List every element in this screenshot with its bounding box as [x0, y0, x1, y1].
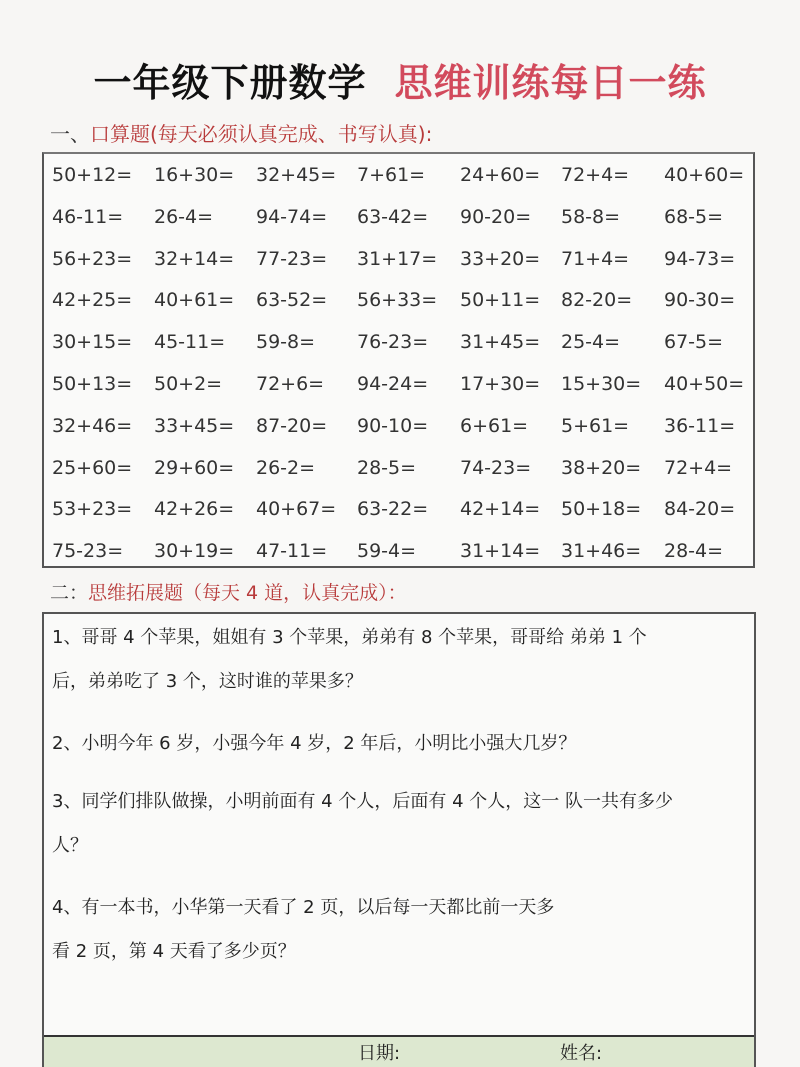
- question-1-line-1: 1、哥哥 4 个苹果，姐姐有 3 个苹果，弟弟有 8 个苹果，哥哥给 弟弟 1 个: [52, 627, 647, 648]
- arithmetic-problem: 76-23=: [357, 331, 429, 354]
- arithmetic-problem: 72+6=: [256, 372, 325, 395]
- arithmetic-problem: 75-23=: [52, 540, 124, 563]
- arithmetic-grid: [52, 160, 764, 578]
- arithmetic-problem: 94-24=: [357, 372, 429, 395]
- name-label: 姓名:: [560, 1043, 603, 1064]
- arithmetic-problem: 31+17=: [357, 247, 438, 270]
- arithmetic-problem: 40+60=: [664, 164, 745, 186]
- arithmetic-problem: 28-4=: [664, 540, 724, 563]
- arithmetic-problem: 42+25=: [52, 289, 133, 312]
- arithmetic-problem: 77-23=: [256, 247, 328, 270]
- arithmetic-problem: 30+15=: [52, 331, 133, 354]
- arithmetic-problem: 53+23=: [52, 498, 133, 521]
- arithmetic-problem: 94-73=: [664, 247, 736, 270]
- arithmetic-problem: 68-5=: [664, 205, 724, 228]
- arithmetic-problem: 59-8=: [256, 331, 316, 354]
- arithmetic-problem: 40+61=: [154, 289, 235, 312]
- arithmetic-problem: 5+61=: [561, 414, 630, 437]
- arithmetic-problem: 25+60=: [52, 456, 133, 479]
- arithmetic-problem: 67-5=: [664, 331, 724, 354]
- question-4: [52, 886, 554, 974]
- arithmetic-problem: 25-4=: [561, 331, 621, 354]
- arithmetic-problem: 71+4=: [561, 247, 630, 270]
- arithmetic-problem: 63-52=: [256, 289, 328, 312]
- arithmetic-problem: 90-30=: [664, 289, 736, 312]
- arithmetic-problem: 32+46=: [52, 414, 133, 437]
- arithmetic-problem: 28-5=: [357, 456, 417, 479]
- arithmetic-problem: 6+61=: [460, 414, 529, 437]
- title-main: 一年级下册数学: [93, 61, 367, 105]
- arithmetic-problem: 50+11=: [460, 289, 541, 312]
- arithmetic-problem: 90-20=: [460, 205, 532, 228]
- arithmetic-problem: 87-20=: [256, 414, 328, 437]
- section2-number: 二：: [50, 582, 89, 604]
- question-2-line-1: 2、小明今年 6 岁，小强今年 4 岁，2 年后，小明比小强大几岁？: [52, 733, 577, 754]
- arithmetic-problem: 47-11=: [256, 540, 328, 563]
- arithmetic-problem: 31+46=: [561, 540, 642, 563]
- section1-number: 一、: [50, 122, 90, 146]
- question-1: [52, 616, 647, 704]
- arithmetic-problem: 56+33=: [357, 289, 438, 312]
- word-problems-box: [42, 612, 756, 1067]
- arithmetic-problem: 50+13=: [52, 372, 133, 395]
- arithmetic-problem: 46-11=: [52, 205, 124, 228]
- arithmetic-problem: 36-11=: [664, 414, 736, 437]
- arithmetic-problem: 38+20=: [561, 456, 642, 479]
- question-3: [52, 780, 673, 868]
- question-3-line-2: 人？: [52, 835, 88, 856]
- arithmetic-problem: 82-20=: [561, 289, 633, 312]
- arithmetic-problem: 33+20=: [460, 247, 541, 270]
- arithmetic-problem: 29+60=: [154, 456, 235, 479]
- arithmetic-problem: 31+45=: [460, 331, 541, 354]
- arithmetic-problem: 63-42=: [357, 205, 429, 228]
- section2-heading: [50, 578, 407, 605]
- arithmetic-problem: 26-4=: [154, 205, 214, 228]
- section1-heading: [50, 118, 432, 147]
- question-2: [52, 722, 576, 766]
- arithmetic-problem: 32+14=: [154, 247, 235, 270]
- arithmetic-problem: 63-22=: [357, 498, 429, 521]
- section1-label: 口算题(每天必须认真完成、书写认真):: [90, 122, 433, 146]
- arithmetic-problem: 56+23=: [52, 247, 133, 270]
- arithmetic-problem: 17+30=: [460, 372, 541, 395]
- arithmetic-problem: 84-20=: [664, 498, 736, 521]
- question-4-line-1: 4、有一本书，小华第一天看了 2 页，以后每一天都比前一天多: [52, 897, 555, 918]
- page-title: [0, 52, 800, 108]
- arithmetic-problem: 42+14=: [460, 498, 541, 521]
- arithmetic-problem: 74-23=: [460, 456, 532, 479]
- arithmetic-problem: 30+19=: [154, 540, 235, 563]
- arithmetic-problem: 26-2=: [256, 456, 316, 479]
- mental-arithmetic-box: [42, 152, 755, 568]
- arithmetic-problem: 40+67=: [256, 498, 337, 521]
- section2-label: 思维拓展题（每天 4 道，认真完成）：: [88, 582, 407, 604]
- arithmetic-problem: 94-74=: [256, 205, 328, 228]
- footer-band: [44, 1035, 754, 1067]
- arithmetic-problem: 33+45=: [154, 414, 235, 437]
- arithmetic-problem: 58-8=: [561, 205, 621, 228]
- question-4-line-2: 看 2 页，第 4 天看了多少页？: [52, 941, 296, 962]
- question-1-line-2: 后，弟弟吃了 3 个，这时谁的苹果多？: [52, 671, 363, 692]
- arithmetic-problem: 45-11=: [154, 331, 226, 354]
- arithmetic-problem: 31+14=: [460, 540, 541, 563]
- arithmetic-problem: 24+60=: [460, 164, 541, 186]
- arithmetic-problem: 15+30=: [561, 372, 642, 395]
- arithmetic-problem: 50+18=: [561, 498, 642, 521]
- question-3-line-1: 3、同学们排队做操，小明前面有 4 个人，后面有 4 个人，这一 队一共有多少: [52, 791, 673, 812]
- arithmetic-problem: 72+4=: [664, 456, 733, 479]
- arithmetic-problem: 32+45=: [256, 164, 337, 186]
- arithmetic-problem: 72+4=: [561, 164, 630, 186]
- title-accent: 思维训练每日一练: [394, 61, 707, 105]
- arithmetic-problem: 7+61=: [357, 164, 426, 186]
- arithmetic-problem: 59-4=: [357, 540, 417, 563]
- arithmetic-problem: 42+26=: [154, 498, 235, 521]
- arithmetic-problem: 50+12=: [52, 164, 133, 186]
- arithmetic-problem: 40+50=: [664, 372, 745, 395]
- arithmetic-problem: 90-10=: [357, 414, 429, 437]
- arithmetic-problem: 16+30=: [154, 164, 235, 186]
- arithmetic-problem: 50+2=: [154, 372, 223, 395]
- date-label: 日期:: [358, 1043, 401, 1064]
